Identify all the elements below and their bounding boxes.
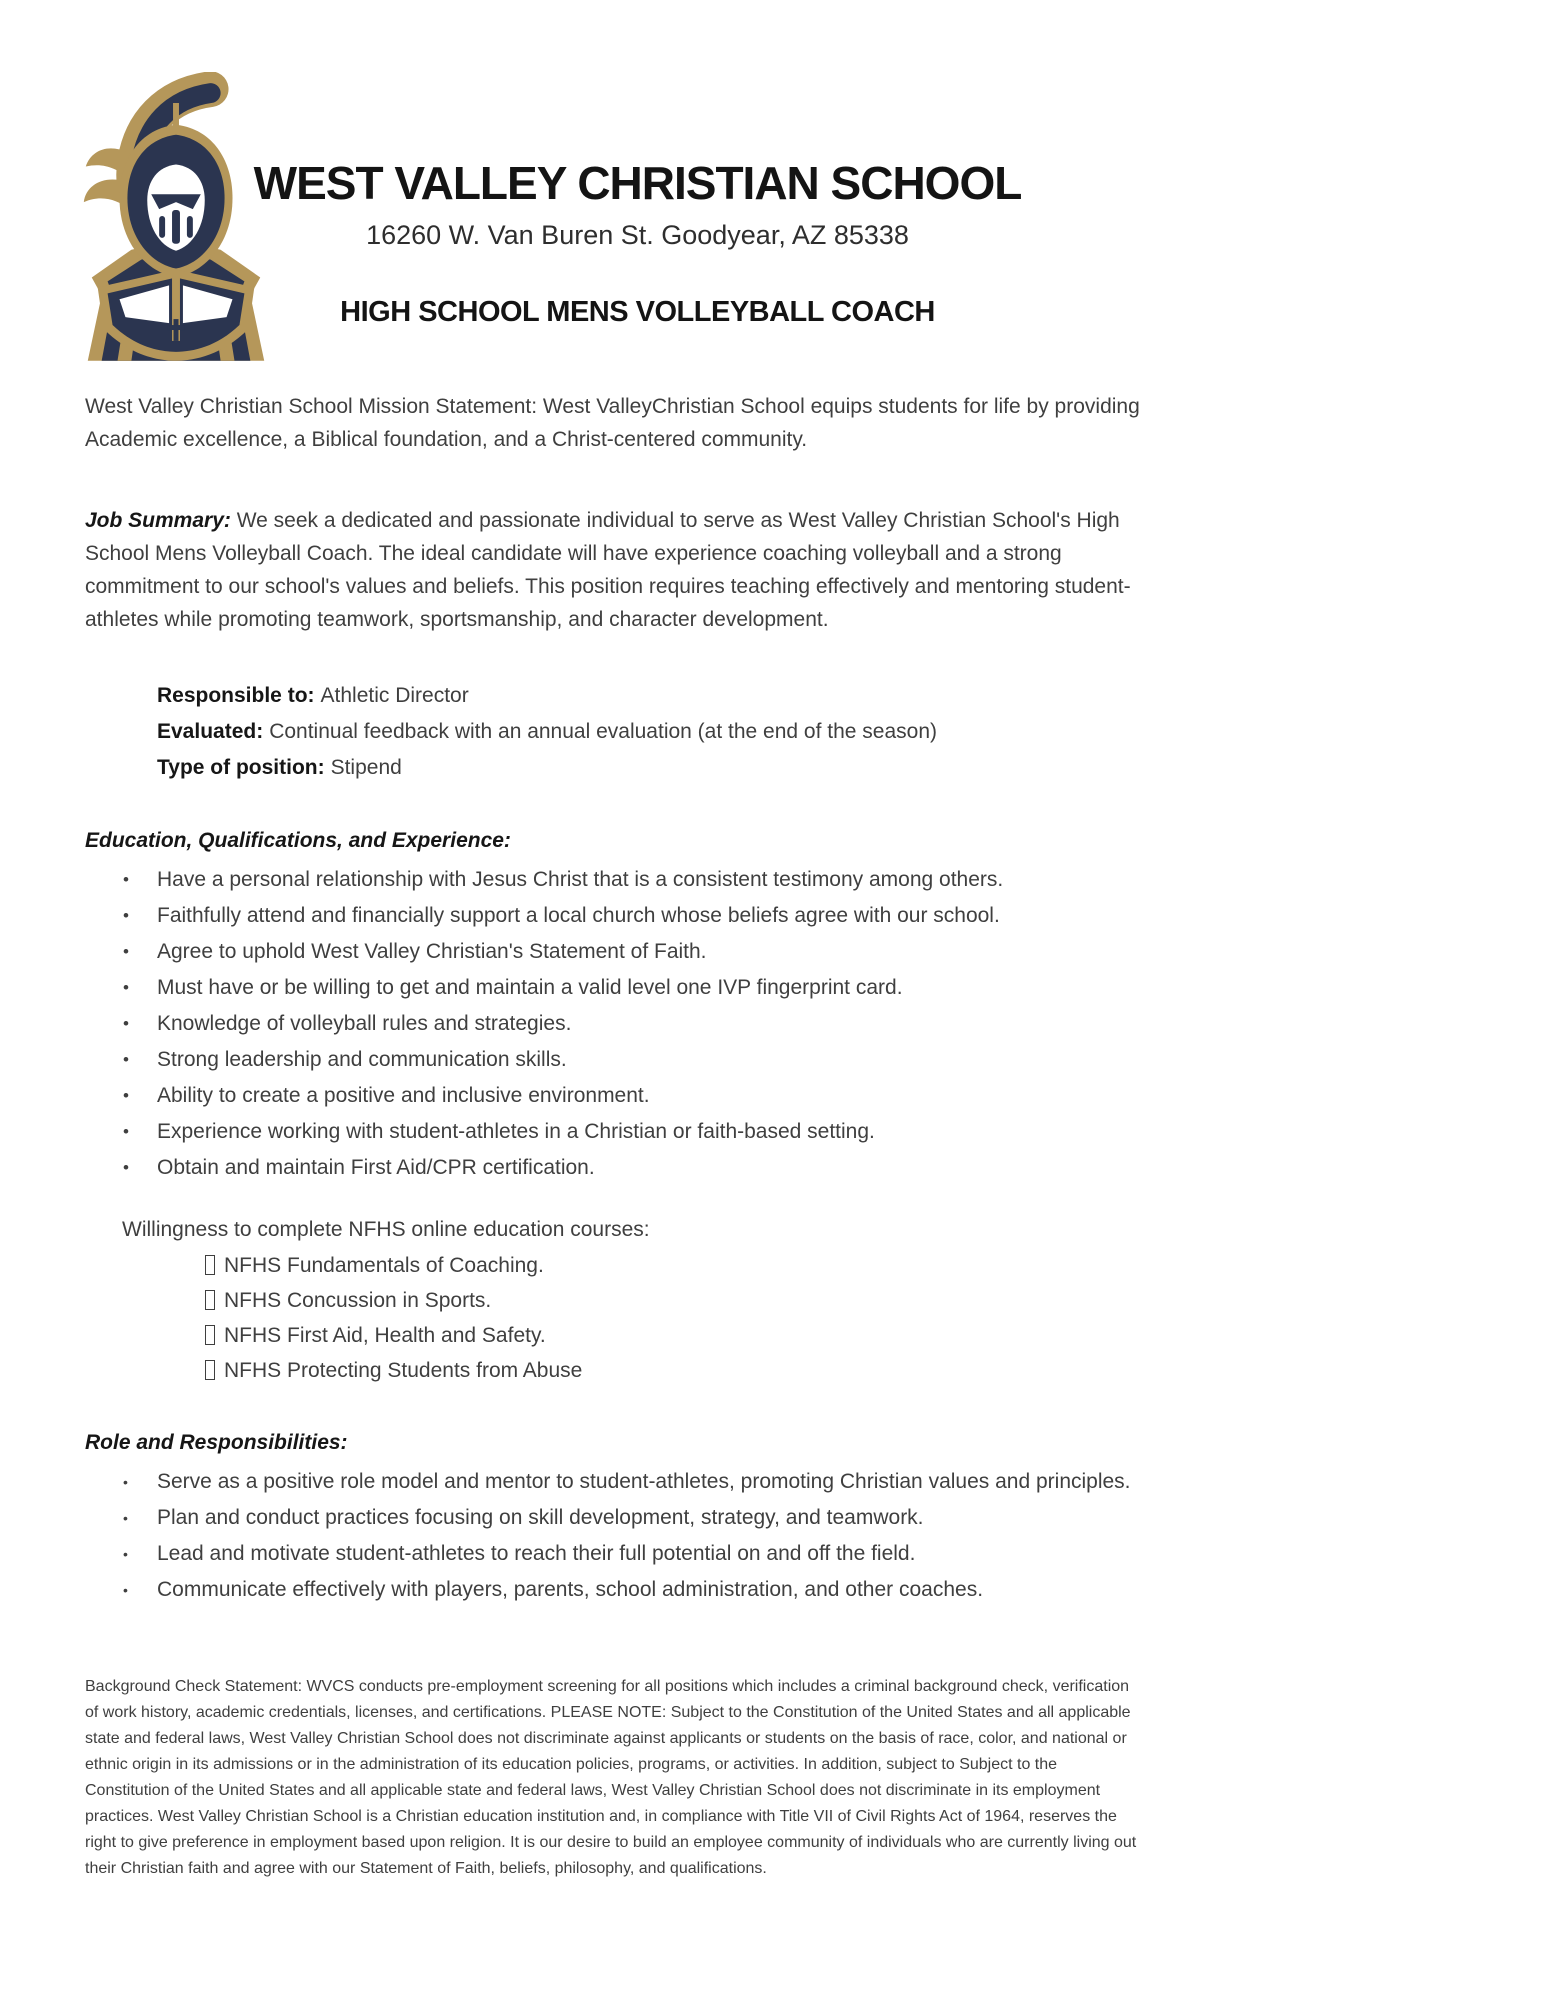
list-item (85, 1248, 1160, 1283)
nfhs-intro: Willingness to complete NFHS online education courses: (122, 1218, 650, 1241)
job-position-title: HIGH SCHOOL MENS VOLLEYBALL COACH (340, 296, 935, 328)
detail-responsible-to (157, 678, 1160, 714)
job-summary-text: We seek a dedicated and passionate individual to serve as West Valley Christian School's High School Mens Volleyball Coach. The ideal candidate will have experience coaching volleyball and a strong commitment to our school's values and beliefs. This position requires teaching effectively and mentoring student-athletes while promoting teamwork, sportsmanship, and character development. (85, 509, 1131, 631)
list-item (85, 1318, 1160, 1353)
nfhs-course: NFHS First Aid, Health and Safety. (224, 1324, 546, 1347)
nfhs-course: NFHS Protecting Students from Abuse (224, 1359, 583, 1382)
position-details (85, 678, 1160, 786)
school-name-title: WEST VALLEY CHRISTIAN SCHOOL (253, 157, 1022, 209)
mission-statement: West Valley Christian School Mission Statement: West ValleyChristian School equips students for life by providing Academic excellence, a Biblical foundation, and a Christ-centered community. (85, 395, 1140, 451)
detail-value: Athletic Director (320, 684, 469, 707)
job-summary-label: Job Summary: (85, 509, 231, 532)
nfhs-course-list (85, 1248, 1160, 1388)
education-bullet-list (85, 862, 1160, 1186)
detail-label: Evaluated: (157, 720, 264, 743)
list-item: • Lead and motivate student-athletes to reach their full potential on and off the field. (85, 1536, 1160, 1572)
list-item: • Plan and conduct practices focusing on skill development, strategy, and teamwork. (85, 1500, 1160, 1536)
list-item: • Ability to create a positive and inclusive environment. (85, 1078, 1160, 1114)
education-section-heading: Education, Qualifications, and Experience: (85, 829, 511, 852)
detail-type-of-position (157, 750, 1160, 786)
list-item: • Agree to uphold West Valley Christian's Statement of Faith. (85, 934, 1160, 970)
role-section-heading: Role and Responsibilities: (85, 1431, 348, 1454)
detail-value: Stipend (330, 756, 402, 779)
document-header (180, 158, 1095, 330)
list-item: • Experience working with student-athletes in a Christian or faith-based setting. (85, 1114, 1160, 1150)
list-item: • Serve as a positive role model and mentor to student-athletes, promoting Christian values and principles. (85, 1464, 1160, 1500)
list-item: • Knowledge of volleyball rules and strategies. (85, 1006, 1160, 1042)
list-item: • Obtain and maintain First Aid/CPR certification. (85, 1150, 1160, 1186)
nfhs-course: NFHS Fundamentals of Coaching. (224, 1254, 544, 1277)
missing-glyph-box-icon (205, 1325, 215, 1345)
list-item (85, 1353, 1160, 1388)
detail-value: Continual feedback with an annual evaluation (at the end of the season) (269, 720, 937, 743)
missing-glyph-box-icon (205, 1290, 215, 1310)
missing-glyph-box-icon (205, 1360, 215, 1380)
nfhs-course: NFHS Concussion in Sports. (224, 1289, 492, 1312)
detail-evaluated (157, 714, 1160, 750)
list-item: • Communicate effectively with players, parents, school administration, and other coaches. (85, 1572, 1160, 1608)
background-check-statement: Background Check Statement: WVCS conducts pre-employment screening for all positions which includes a criminal background check, verification of work history, academic credentials, licenses, and certifications. PLEASE NOTE: Subject to the Constitution of the United States and all applicable state and federal laws, West Valley Christian School does not discriminate against applicants or students on the basis of race, color, and national or ethnic origin in its admissions or in the administration of its education policies, programs, or activities. In addition, subject to Subject to the Constitution of the United States and all applicable state and federal laws, West Valley Christian School does not discriminate in its employment practices. West Valley Christian School is a Christian education institution and, in compliance with Title VII of Civil Rights Act of 1964, reserves the right to give preference in employment based upon religion. It is our desire to build an employee community of individuals who are currently living out their Christian faith and agree with our Statement of Faith, beliefs, philosophy, and qualifications. (85, 1678, 1137, 1877)
document-body (85, 390, 1160, 1882)
list-item: • Strong leadership and communication skills. (85, 1042, 1160, 1078)
list-item (85, 1283, 1160, 1318)
job-summary-paragraph (85, 504, 1160, 636)
list-item: • Must have or be willing to get and maintain a valid level one IVP fingerprint card. (85, 970, 1160, 1006)
list-item: • Faithfully attend and financially support a local church whose beliefs agree with our school. (85, 898, 1160, 934)
school-address: 16260 W. Van Buren St. Goodyear, AZ 85338 (366, 220, 909, 250)
list-item: • Have a personal relationship with Jesus Christ that is a consistent testimony among others. (85, 862, 1160, 898)
detail-label: Type of position: (157, 756, 325, 779)
missing-glyph-box-icon (205, 1255, 215, 1275)
detail-label: Responsible to: (157, 684, 315, 707)
role-bullet-list (85, 1464, 1160, 1608)
